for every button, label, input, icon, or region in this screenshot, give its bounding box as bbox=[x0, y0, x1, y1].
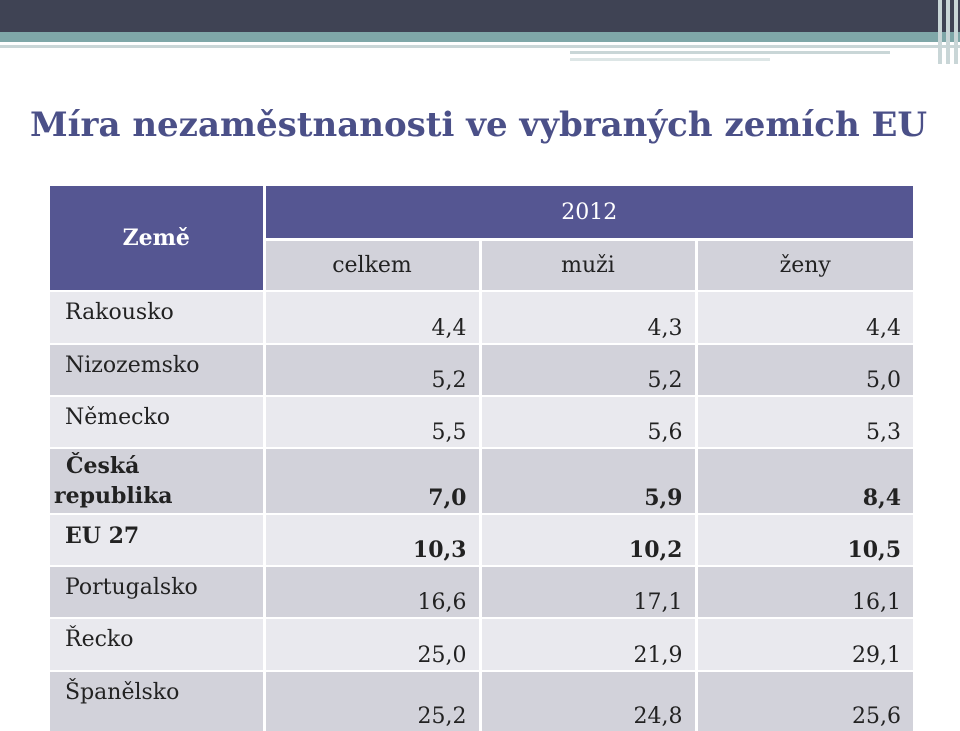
header-country: Země bbox=[50, 186, 264, 291]
country-cell bbox=[50, 448, 264, 514]
top-banner bbox=[0, 0, 960, 32]
decorative-rule bbox=[570, 58, 770, 61]
country-cell: Německo bbox=[50, 396, 264, 448]
decorative-stripes bbox=[928, 0, 960, 64]
country-cell: Řecko bbox=[50, 618, 264, 671]
header-zeny: ženy bbox=[696, 240, 913, 292]
value-cell: 10,2 bbox=[480, 514, 696, 566]
value-cell: 5,6 bbox=[480, 396, 696, 448]
header-celkem: celkem bbox=[264, 240, 480, 292]
country-cell: Rakousko bbox=[50, 291, 264, 344]
table-row bbox=[50, 291, 913, 344]
country-cell: EU 27 bbox=[50, 514, 264, 566]
country-cell: Nizozemsko bbox=[50, 344, 264, 396]
value-cell: 25,6 bbox=[696, 671, 913, 731]
value-cell: 21,9 bbox=[480, 618, 696, 671]
table-row bbox=[50, 448, 913, 514]
value-cell: 5,2 bbox=[480, 344, 696, 396]
table-row bbox=[50, 344, 913, 396]
value-cell: 4,4 bbox=[696, 291, 913, 344]
table-row bbox=[50, 618, 913, 671]
value-cell: 5,2 bbox=[264, 344, 480, 396]
table-row bbox=[50, 514, 913, 566]
table-row bbox=[50, 566, 913, 618]
unemployment-table bbox=[50, 186, 913, 731]
country-line: republika bbox=[54, 483, 173, 509]
value-cell: 5,9 bbox=[480, 448, 696, 514]
value-cell: 5,0 bbox=[696, 344, 913, 396]
value-cell: 4,4 bbox=[264, 291, 480, 344]
value-cell: 25,2 bbox=[264, 671, 480, 731]
value-cell: 17,1 bbox=[480, 566, 696, 618]
value-cell: 8,4 bbox=[696, 448, 913, 514]
country-cell: Španělsko bbox=[50, 671, 264, 731]
country-line: Česká bbox=[66, 453, 140, 479]
table-row bbox=[50, 671, 913, 731]
country-cell: Portugalsko bbox=[50, 566, 264, 618]
table-row bbox=[50, 396, 913, 448]
slide-title: Míra nezaměstnanosti ve vybraných zemích EU bbox=[30, 105, 928, 145]
decorative-rule bbox=[0, 45, 960, 48]
value-cell: 25,0 bbox=[264, 618, 480, 671]
accent-band bbox=[0, 32, 960, 42]
value-cell: 10,3 bbox=[264, 514, 480, 566]
value-cell: 16,1 bbox=[696, 566, 913, 618]
header-year: 2012 bbox=[264, 186, 913, 240]
value-cell: 24,8 bbox=[480, 671, 696, 731]
value-cell: 5,5 bbox=[264, 396, 480, 448]
value-cell: 29,1 bbox=[696, 618, 913, 671]
header-muzi: muži bbox=[480, 240, 696, 292]
value-cell: 16,6 bbox=[264, 566, 480, 618]
value-cell: 7,0 bbox=[264, 448, 480, 514]
value-cell: 4,3 bbox=[480, 291, 696, 344]
value-cell: 10,5 bbox=[696, 514, 913, 566]
decorative-rule bbox=[570, 51, 890, 54]
value-cell: 5,3 bbox=[696, 396, 913, 448]
